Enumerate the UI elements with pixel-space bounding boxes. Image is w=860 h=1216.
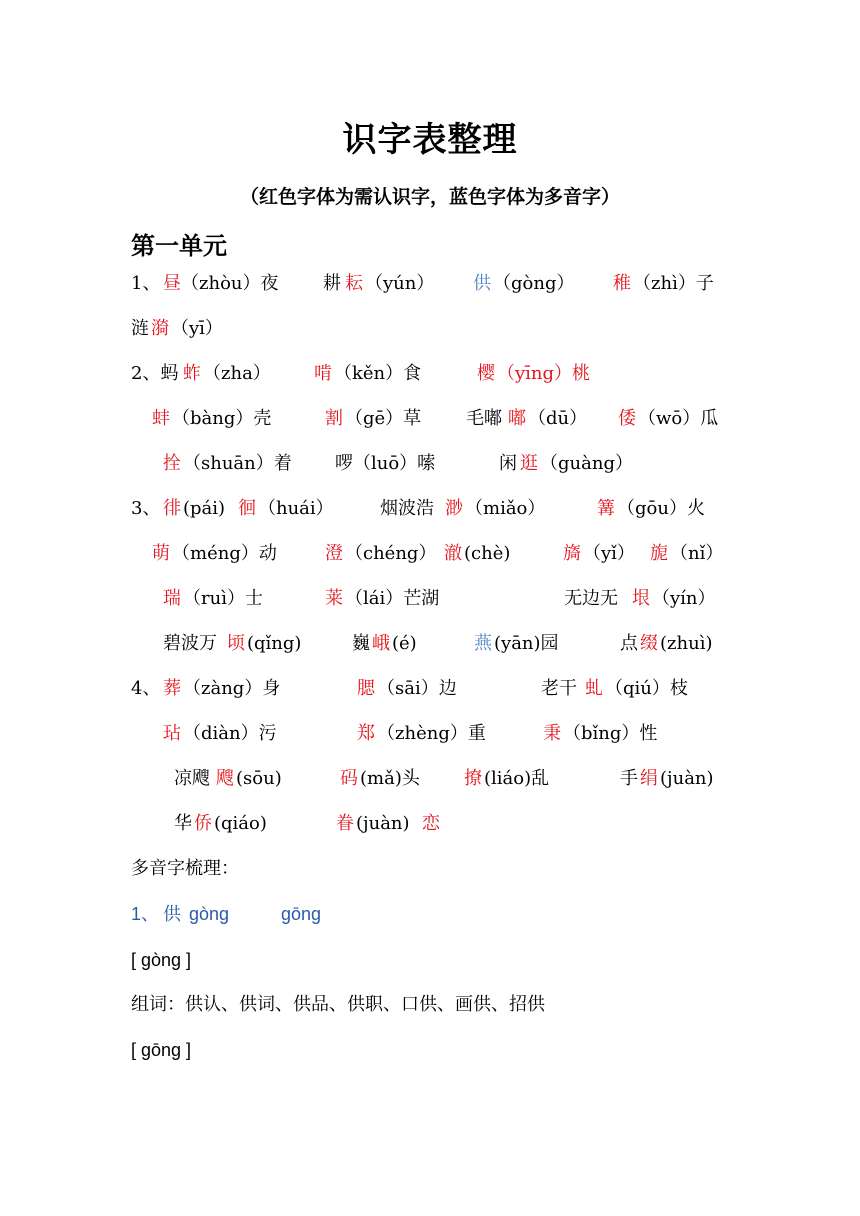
new-char: 绢 (640, 768, 658, 789)
text: 涟 (131, 318, 149, 339)
new-char: 恋 (422, 813, 440, 834)
text: 凉飕 (174, 768, 210, 789)
pinyin-text: gòng (189, 904, 230, 924)
pinyin-text: (chè) (464, 543, 511, 564)
new-char: 渺 (445, 498, 463, 519)
subtitle: （红色字体为需认识字，蓝色字体为多音字） (239, 186, 620, 208)
pinyin-text: (é) (392, 633, 417, 654)
pinyin-text: （bǐng）性 (563, 723, 658, 744)
new-char: 啃 (314, 363, 332, 384)
pinyin-text: （nǐ） (670, 543, 724, 564)
new-char: 码 (340, 768, 358, 789)
polyphone-char: 供 (163, 904, 181, 924)
text: 烟波浩 (380, 498, 434, 519)
pinyin-text: （qiú）枝 (605, 678, 688, 699)
text: 碧波万 (163, 633, 217, 654)
text: 耕 (323, 273, 341, 294)
pinyin-text: (zhuì) (660, 633, 713, 654)
polyphone-char: 燕 (474, 633, 492, 654)
pinyin-text: （yǐ） (583, 543, 635, 564)
text: 点 (620, 633, 638, 654)
pinyin-text: （kěn）食 (334, 363, 422, 384)
new-char: 峨 (372, 633, 390, 654)
new-char: 郑 (357, 723, 375, 744)
new-char: 樱 (477, 363, 495, 384)
pinyin-text: （ruì）士 (183, 588, 263, 609)
text: 2、蚂 (131, 363, 179, 384)
pinyin-text: （bàng）壳 (172, 408, 272, 429)
pinyin-text: （zha） (203, 363, 271, 384)
new-char: 徘 (163, 498, 181, 519)
text: 多音字梳理： (131, 858, 239, 879)
new-char: 飕 (216, 768, 234, 789)
new-char: 倭 (618, 408, 636, 429)
new-char: 旖 (563, 543, 581, 564)
pinyin-text: （méng）动 (172, 543, 277, 564)
pinyin-text: （gē）草 (345, 408, 422, 429)
pinyin-text: (qiáo) (214, 813, 267, 834)
pinyin-text: (juàn) (356, 813, 410, 834)
new-char: 拴 (163, 453, 181, 474)
pinyin-text: (mǎ)头 (360, 768, 420, 789)
pinyin-text: gōng (281, 904, 322, 924)
pinyin-text: （dū） (528, 408, 588, 429)
text: 啰（luō）嗦 (335, 453, 436, 474)
pinyin-text: (sōu) (236, 768, 282, 789)
pinyin-text: （miǎo） (465, 498, 546, 519)
pinyin-text: （yín） (652, 588, 716, 609)
new-char: 垠 (632, 588, 650, 609)
pinyin-text: （chéng） (345, 543, 437, 564)
pinyin-text: (pái) (183, 498, 226, 519)
pinyin-text: （sāi）边 (377, 678, 457, 699)
new-char: 莱 (325, 588, 343, 609)
text: 毛嘟 (466, 408, 502, 429)
pinyin-text: （diàn）污 (183, 723, 277, 744)
new-char: 秉 (543, 723, 561, 744)
new-char: 缀 (640, 633, 658, 654)
text: 无边无 (564, 588, 618, 609)
new-char: 顷 (227, 633, 245, 654)
new-char: 耘 (345, 273, 363, 294)
item-number: 1、 (131, 273, 161, 294)
new-char: 葬 (163, 678, 181, 699)
item-number: 4、 (131, 678, 161, 699)
new-char: 澈 (444, 543, 462, 564)
new-char: 昼 (163, 273, 181, 294)
new-char: 篝 (597, 498, 615, 519)
pinyin-text: （huái） (258, 498, 334, 519)
new-char: 割 (325, 408, 343, 429)
new-char: 萌 (152, 543, 170, 564)
pinyin-text: （gōu）火 (617, 498, 705, 519)
pinyin-text: （zàng）身 (183, 678, 281, 699)
new-char: 瑞 (163, 588, 181, 609)
new-char: 眷 (336, 813, 354, 834)
text: 华 (174, 813, 192, 834)
new-char: 蚌 (152, 408, 170, 429)
pinyin-text: （zhèng）重 (377, 723, 486, 744)
new-char: 虬 (585, 678, 603, 699)
pinyin-text: （yī） (171, 318, 223, 339)
new-char: 逛 (520, 453, 538, 474)
text: 手 (620, 768, 638, 789)
new-char: 旎 (650, 543, 668, 564)
text: 闲 (499, 453, 517, 474)
pinyin-text: （guàng） (540, 453, 633, 474)
new-char: 腮 (357, 678, 375, 699)
pinyin-text: (juàn) (660, 768, 714, 789)
new-char: 澄 (325, 543, 343, 564)
item-number: 3、 (131, 498, 161, 519)
pinyin-text: (qǐng) (247, 633, 302, 654)
text: 老干 (541, 678, 577, 699)
pinyin-text: (liáo)乱 (484, 768, 550, 789)
pinyin-text: （yún） (365, 273, 435, 294)
pinyin-text: （lái）芒湖 (345, 588, 440, 609)
section-heading: 第一单元 (131, 232, 227, 260)
new-char: 玷 (163, 723, 181, 744)
item-number: 1、 (131, 904, 160, 924)
new-char: 蚱 (183, 363, 201, 384)
new-char: 侨 (194, 813, 212, 834)
pinyin-text: （gòng） (493, 273, 575, 294)
pinyin-text: （wō）瓜 (638, 408, 719, 429)
text: 巍 (352, 633, 370, 654)
new-char: 撩 (464, 768, 482, 789)
pinyin-text: （zhòu）夜 (181, 273, 279, 294)
text: [ gòng ] (131, 950, 192, 970)
new-char: 徊 (238, 498, 256, 519)
page-title: 识字表整理 (342, 120, 518, 160)
text: 组词：供认、供词、供品、供职、口供、画供、招供 (131, 994, 545, 1015)
new-char: 嘟 (508, 408, 526, 429)
pinyin-text: (yān)园 (494, 633, 559, 654)
new-char: 稚 (613, 273, 631, 294)
pinyin-text: （shuān）着 (183, 453, 292, 474)
text: [ gōng ] (131, 1040, 192, 1060)
new-char: 漪 (151, 318, 169, 339)
polyphone-char: 供 (473, 273, 491, 294)
pinyin-text: （yīng）桃 (497, 363, 591, 384)
pinyin-text: （zhì）子 (633, 273, 714, 294)
